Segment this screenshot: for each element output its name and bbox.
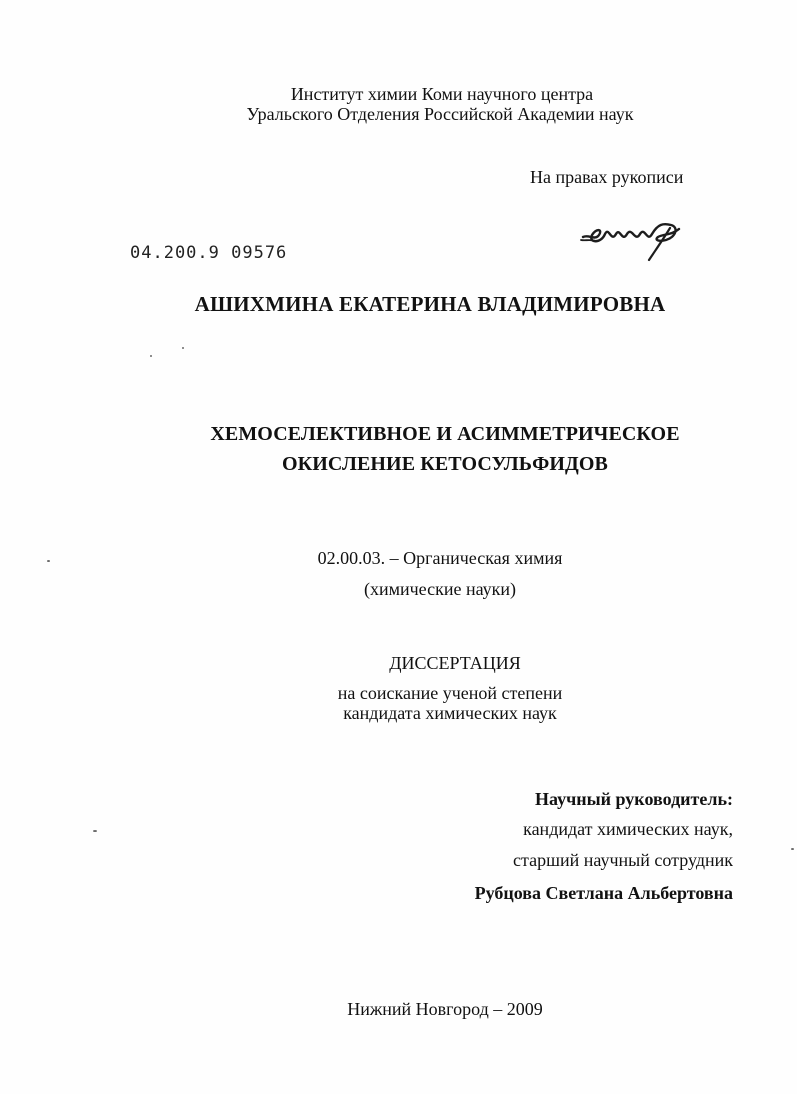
document-type: ДИССЕРТАЦИЯ (389, 653, 521, 673)
scan-speck (182, 347, 184, 349)
archive-stamp-number: 04.200.9 09576 (130, 243, 288, 263)
dissertation-title-line-1: ХЕМОСЕЛЕКТИВНОЕ И АСИММЕТРИЧЕСКОЕ (210, 423, 680, 445)
degree-purpose-line-2: кандидата химических наук (343, 703, 557, 723)
scan-speck (150, 355, 152, 357)
manuscript-rights: На правах рукописи (530, 167, 684, 187)
institution-line-1: Институт химии Коми научного центра (290, 84, 594, 104)
city-year: Нижний Новгород – 2009 (347, 999, 543, 1019)
scan-speck (47, 560, 50, 562)
scan-speck (791, 848, 794, 850)
science-field: (химические науки) (363, 579, 517, 599)
author-name: АШИХМИНА ЕКАТЕРИНА ВЛАДИМИРОВНА (194, 292, 666, 316)
supervisor-name: Рубцова Светлана Альбертовна (474, 883, 733, 903)
supervisor-degree: кандидат химических наук, (523, 819, 733, 839)
scan-speck (93, 830, 97, 832)
degree-purpose-line-1: на соискание ученой степени (337, 683, 563, 703)
institution-line-2: Уральского Отделения Российской Академии наук (246, 104, 634, 124)
supervisor-label: Научный руководитель: (535, 789, 733, 809)
dissertation-title-line-2: ОКИСЛЕНИЕ КЕТОСУЛЬФИДОВ (281, 453, 608, 475)
handwritten-signature-icon (575, 210, 690, 265)
specialty-code-name: 02.00.03. – Органическая химия (317, 548, 563, 568)
supervisor-position: старший научный сотрудник (513, 850, 733, 870)
